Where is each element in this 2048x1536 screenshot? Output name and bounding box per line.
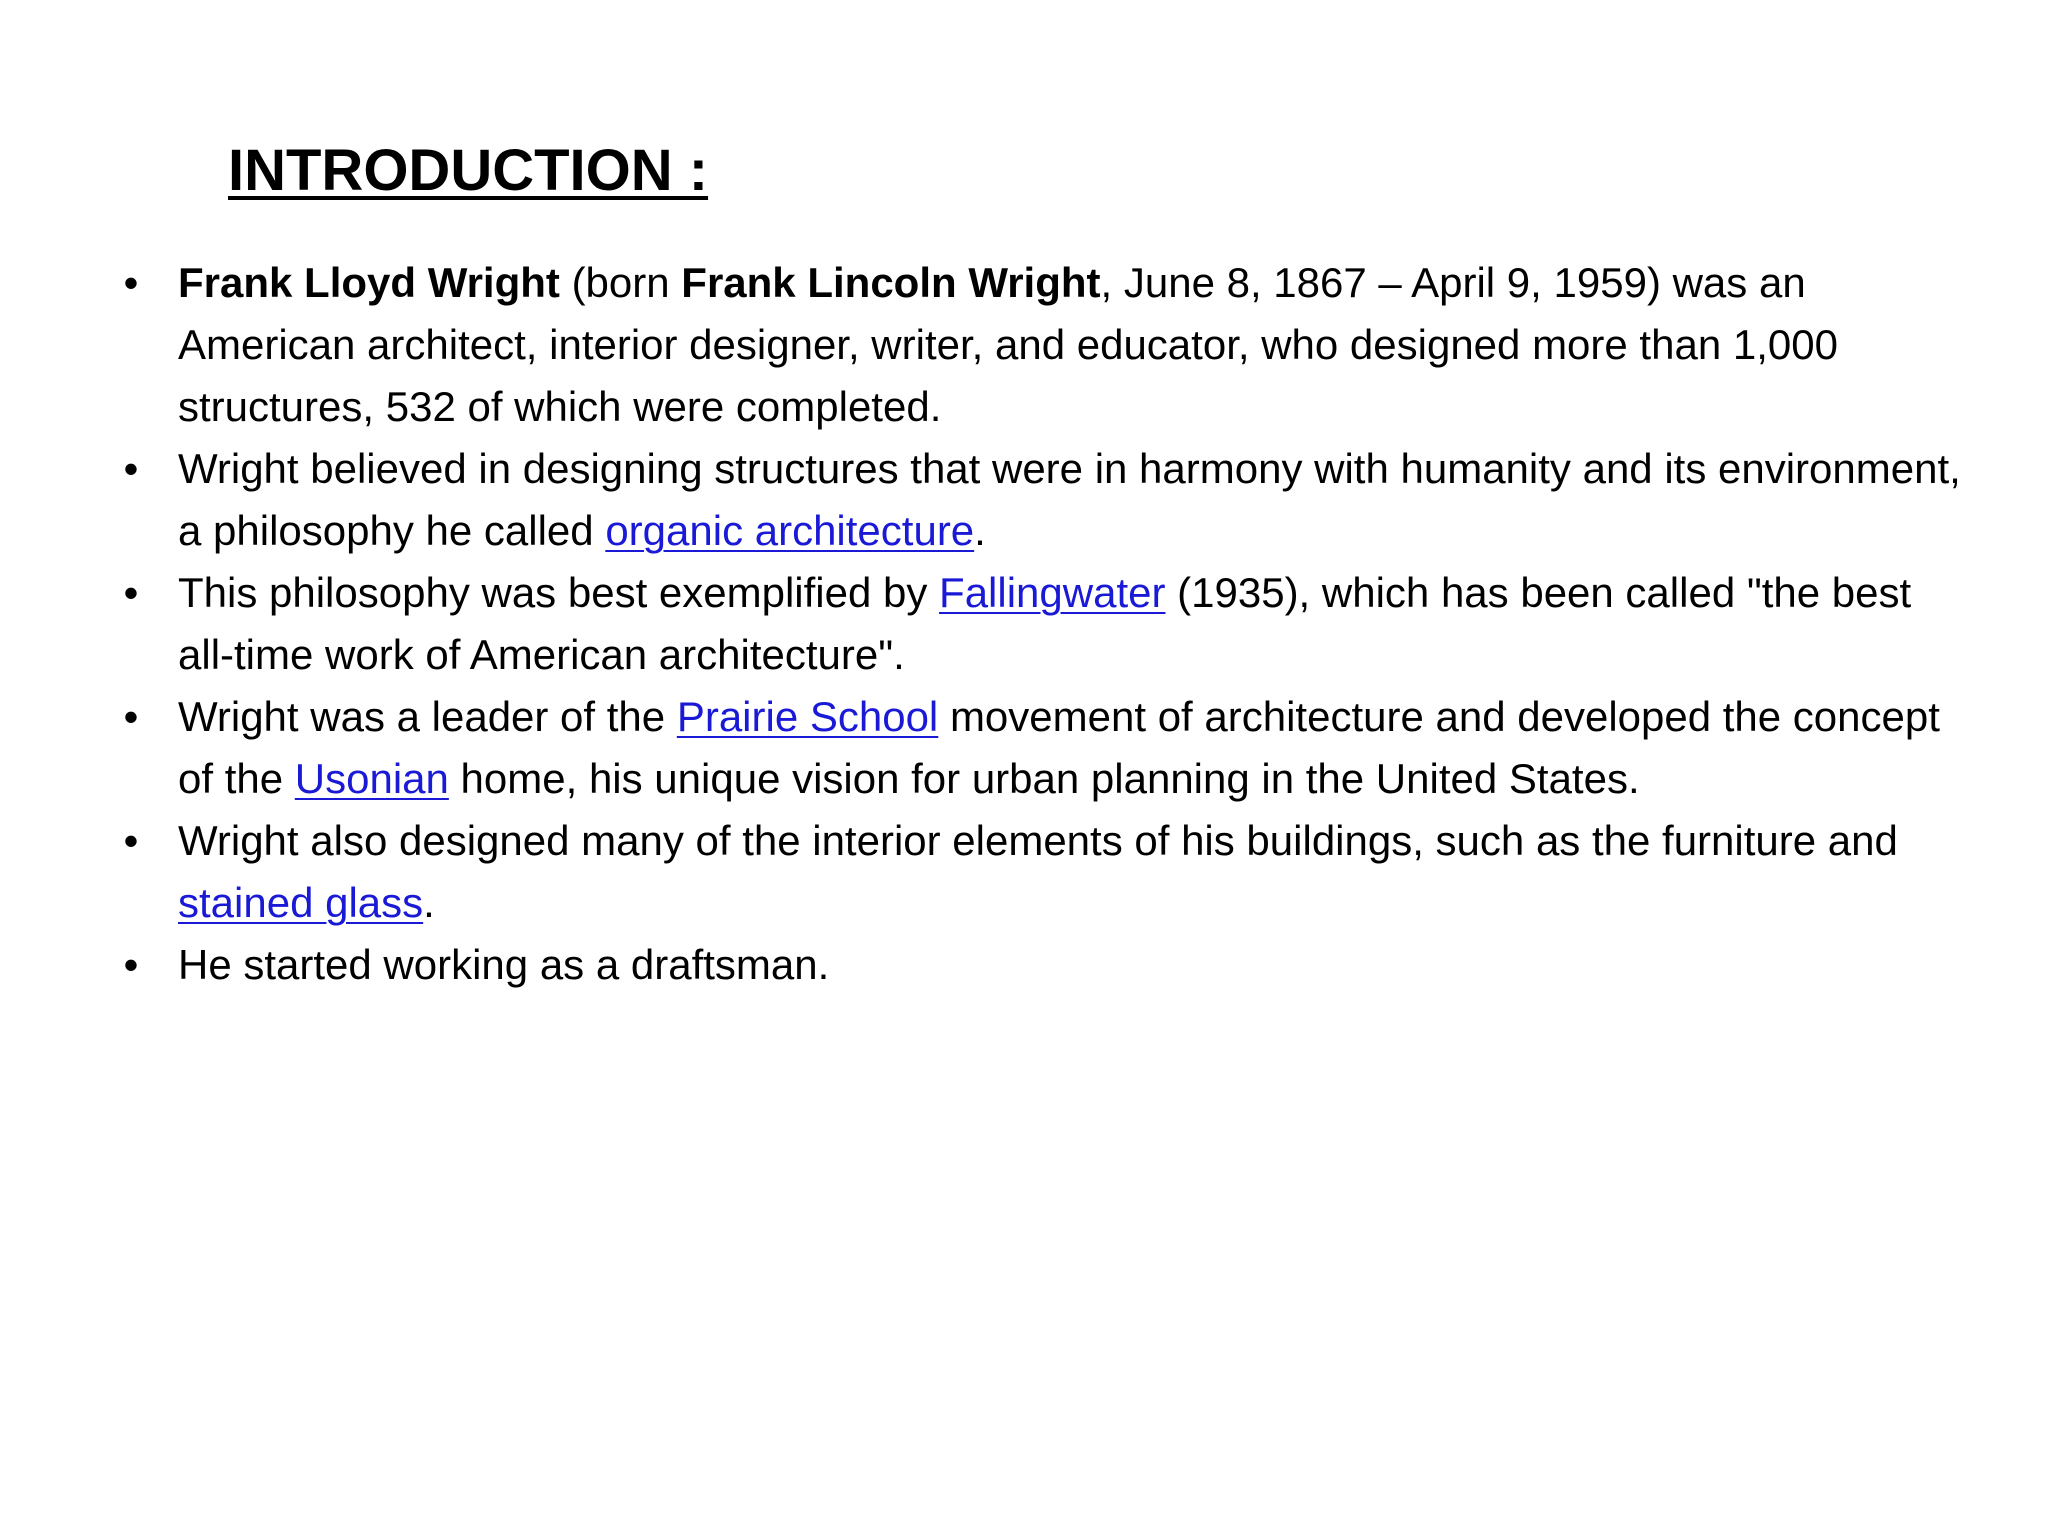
bullet-text: This philosophy was best exemplified by [178, 569, 940, 616]
bullet-item-2 [123, 438, 1968, 562]
bullet-icon: • [123, 569, 139, 616]
bullet-item-6 [123, 934, 1968, 996]
bullet-text: Wright believed in designing structures that were in harmony with humanity and its environment, a philosophy he called [178, 445, 1961, 554]
bullet-text: Wright was a leader of the [178, 693, 677, 740]
bullet-item-3 [123, 562, 1968, 686]
link-stained-glass[interactable]: stained glass [178, 879, 424, 926]
bullet-list [123, 252, 1968, 996]
bullet-text: . [423, 879, 435, 926]
link-prairie-school[interactable]: Prairie School [676, 693, 939, 740]
bullet-icon: • [123, 445, 139, 492]
bullet-text: Wright also designed many of the interior elements of his buildings, such as the furniture and [178, 817, 1898, 864]
slide-title: INTRODUCTION : [228, 138, 709, 203]
bullet-text: (1935), which has been called "the best all-time work of American architecture". [178, 569, 1912, 678]
bullet-text: He started working as a draftsman. [178, 941, 830, 988]
born-text: (born [559, 259, 682, 306]
bio-text: , June 8, 1867 – April 9, 1959) was an American architect, interior designer, writer, and educator, who designed more than 1,000 structures, 532 of which were completed. [178, 259, 1838, 430]
bullet-item-4 [123, 686, 1968, 810]
name-bold: Frank Lloyd Wright [178, 259, 560, 306]
bullet-icon: • [123, 693, 139, 740]
bullet-item-5 [123, 810, 1968, 934]
link-organic-architecture[interactable]: organic architecture [605, 507, 975, 554]
birth-name-bold: Frank Lincoln Wright [681, 259, 1101, 306]
link-fallingwater[interactable]: Fallingwater [939, 569, 1166, 616]
bullet-text: movement of architecture and developed the concept of the [178, 693, 1940, 802]
bullet-icon: • [123, 817, 139, 864]
bullet-icon: • [123, 941, 139, 988]
bullet-item-1 [123, 252, 1968, 438]
bullet-icon: • [123, 259, 139, 306]
bullet-text: . [974, 507, 986, 554]
bullet-text: home, his unique vision for urban planning in the United States. [448, 755, 1640, 802]
link-usonian[interactable]: Usonian [294, 755, 449, 802]
